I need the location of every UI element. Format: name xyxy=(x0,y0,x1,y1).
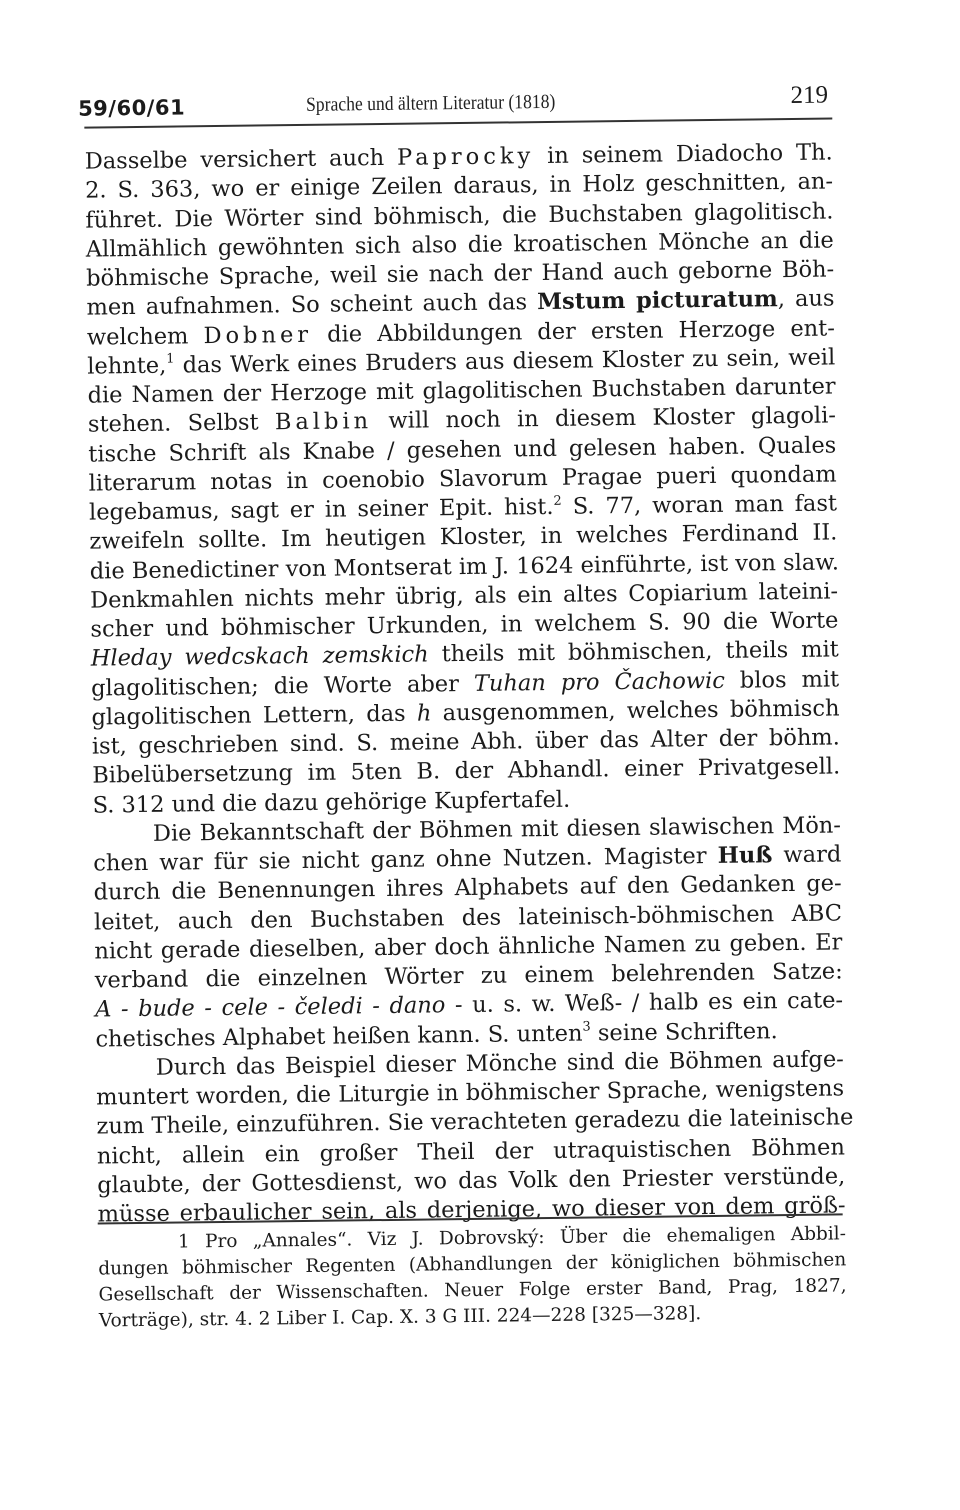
text-line: die Benedictiner von Montserat im J. 1624 einführte, ist von slaw. xyxy=(89,548,840,585)
italic-term: Hleday wedcskach zemskich xyxy=(90,641,429,672)
text-line: welchem Dobner die Abbildungen der ersten Herzoge ent- xyxy=(86,314,835,351)
footnote-line: dungen böhmischer Regenten (Abhandlungen der königlichen böhmischen xyxy=(98,1249,847,1280)
main-text xyxy=(84,138,854,1229)
text-line: nicht gerade dieselben, aber doch ähnliche Namen zu geben. Er xyxy=(94,929,843,965)
text-line: men aufnahmen. So scheint auch das Mstum picturatum, aus xyxy=(86,285,835,321)
spaced-name: Dobner xyxy=(203,321,313,349)
text-line: S. 312 und die dazu gehörige Kupfertafel. xyxy=(92,786,571,819)
text-line: Die Bekanntschaft der Böhmen mit diesen slawischen Mön- xyxy=(152,812,842,847)
running-title: Sprache und ältern Literatur (1818) xyxy=(305,90,556,116)
text-line: Bibelübersetzung im 5ten B. der Abhandl. einer Privatgesell. xyxy=(92,753,841,789)
text-line: chetisches Alphabet heißen kann. S. unten$^3$ seine Schriften. xyxy=(95,1017,778,1053)
text-line: legebamus, sagt er in seiner Epit. hist.$^2$ S. 77, woran man fast xyxy=(88,490,838,526)
text-line: böhmische Sprache, weil sie nach der Hand auch geborne Böh- xyxy=(86,256,835,292)
footnote-line: Gesellschaft der Wissenschaften. Neuer Folge erster Band, Prag, 1827, xyxy=(98,1275,847,1306)
footnote-ref: 3 xyxy=(582,1019,591,1035)
bold-name: Huß xyxy=(717,842,773,869)
text-line: 2. S. 363, wo er einige Zeilen daraus, in Holz geschnitten, an- xyxy=(84,168,834,204)
text-line: Hleday wedcskach zemskich theils mit böhmischen, theils mit xyxy=(90,636,839,672)
text-line: müsse erbaulicher sein, als derjenige, wo dieser von dem größ- xyxy=(97,1192,846,1228)
text-line: zum Theile, einzuführen. Sie verachteten geradezu die lateinische xyxy=(96,1104,854,1140)
footnote-line: Vorträge), str. 4. 2 Liber I. Cap. X. 3 G III. 224—228 [325—328]. xyxy=(98,1303,702,1332)
footnotes xyxy=(98,1221,847,1334)
text-line: Denkmahlen nichts mehr übrig, als ein altes Copiarium lateini- xyxy=(89,578,839,614)
text-line: führet. Die Wörter sind böhmisch, die Buchstaben glagolitisch. xyxy=(85,197,834,234)
italic-term: h xyxy=(416,700,432,727)
text-line: glagolitischen Lettern, das h ausgenommen, welches böhmisch xyxy=(91,695,840,731)
book-page xyxy=(77,0,854,1510)
text-line: glaubte, der Gottesdienst, wo das Volk den Priester verstünde, xyxy=(97,1163,846,1199)
text-line: tische Schrift als Knabe / gesehen und gelesen haben. Quales xyxy=(88,431,837,468)
bold-term: Mstum picturatum xyxy=(537,286,778,316)
text-line: glagolitischen; die Worte aber Tuhan pro Čachowic blos mit xyxy=(91,665,840,702)
spaced-name: Paprocky xyxy=(396,143,535,171)
page-header xyxy=(77,81,832,128)
text-line: Allmählich gewöhnten sich also die kroatischen Mönche an die xyxy=(85,227,834,263)
text-line: literarum notas in coenobio Slavorum Pragae pueri quondam xyxy=(88,461,837,497)
text-line: ist, geschrieben sind. S. meine Abh. über das Alter der böhm. xyxy=(91,724,841,760)
footnote-ref: 2 xyxy=(553,493,562,509)
italic-term: A - bude - cele - čeledi - dano xyxy=(94,992,446,1023)
text-line: lehnte,$^1$ das Werk eines Bruders aus diesem Kloster zu sein, weil xyxy=(87,344,836,380)
source-page-reference: 59/60/61 xyxy=(77,95,186,121)
text-line: leitet, auch den Buchstaben des lateinisch-böhmischen ABC xyxy=(93,899,843,936)
footnote-ref: 1 xyxy=(166,351,175,367)
footnote-line: 1 Pro „Annales“. Viz J. Dobrovský: Über die ehemaligen Abbil- xyxy=(177,1223,847,1253)
text-line: Dasselbe versichert auch Paprocky in seinem Diadocho Th. xyxy=(84,139,833,175)
text-line: stehen. Selbst Balbin will noch in diesem Kloster glagoli- xyxy=(87,402,837,438)
text-line: A - bude - cele - čeledi - dano - u. s. w. Weß- / halb es ein cate- xyxy=(94,987,844,1023)
text-line: chen war für sie nicht ganz ohne Nutzen. Magister Huß ward xyxy=(93,841,842,877)
text-line: verband die einzelnen Wörter zu einem belehrenden Satze: xyxy=(94,958,843,994)
text-line: zweifeln sollte. Im heutigen Kloster, in welches Ferdinand II. xyxy=(89,519,838,555)
spaced-name: Balbin xyxy=(274,408,373,436)
text-line: durch die Benennungen ihres Alphabets auf den Gedanken ge- xyxy=(93,870,842,906)
italic-term: Tuhan pro Čachowic xyxy=(473,667,725,697)
text-line: muntert worden, die Liturgie in böhmischer Sprache, wenigstens xyxy=(96,1075,845,1111)
page-number: 219 xyxy=(790,81,829,109)
text-line: Durch das Beispiel dieser Mönche sind die Böhmen aufge- xyxy=(155,1046,844,1081)
text-line: scher und böhmischer Urkunden, in welchem S. 90 die Worte xyxy=(90,607,839,643)
text-line: nicht, allein ein großer Theil der utraquistischen Böhmen xyxy=(96,1133,846,1170)
text-line: die Namen der Herzoge mit glagolitischen Buchstaben darunter xyxy=(87,373,836,409)
